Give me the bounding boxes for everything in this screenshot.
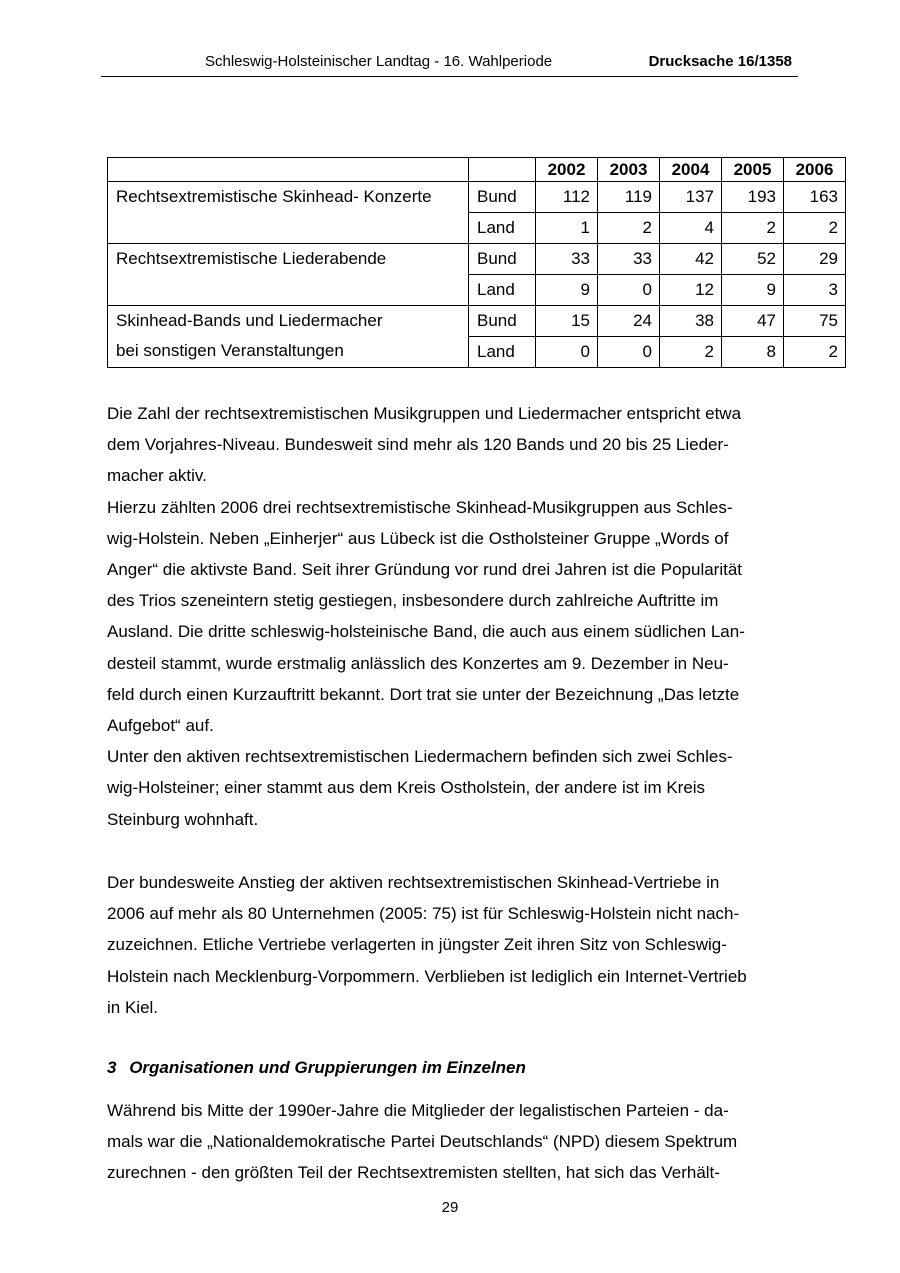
value-cell: 2 (784, 213, 846, 244)
text-line: Aufgebot“ auf. (107, 716, 214, 736)
year-header: 2005 (722, 158, 784, 182)
value-cell: 29 (784, 244, 846, 275)
scope-label: Land (469, 213, 536, 244)
table-row (108, 306, 846, 337)
value-cell: 8 (722, 337, 784, 368)
text-line: des Trios szeneintern stetig gestiegen, insbesondere durch zahlreiche Auftritte im (107, 591, 719, 611)
year-header: 2004 (660, 158, 722, 182)
category-cell (108, 244, 469, 306)
header-empty-cell (469, 158, 536, 182)
value-cell: 3 (784, 275, 846, 306)
text-line: 2006 auf mehr als 80 Unternehmen (2005: 75) ist für Schleswig-Holstein nicht nach- (107, 904, 740, 924)
scope-label: Bund (469, 182, 536, 213)
text-line: dem Vorjahres-Niveau. Bundesweit sind mehr als 120 Bands und 20 bis 25 Lieder- (107, 435, 729, 455)
value-cell: 24 (598, 306, 660, 337)
scope-label: Bund (469, 306, 536, 337)
value-cell: 15 (536, 306, 598, 337)
page-number: 29 (441, 1199, 459, 1216)
value-cell: 163 (784, 182, 846, 213)
document-number: Drucksache 16/1358 (648, 53, 792, 70)
year-header: 2003 (598, 158, 660, 182)
section-number: 3 (107, 1058, 117, 1077)
header-empty-cell (108, 158, 469, 182)
value-cell: 33 (598, 244, 660, 275)
scope-label: Bund (469, 244, 536, 275)
category-label: Skinhead-Bands und Liedermacher (116, 311, 383, 330)
category-cell (108, 306, 469, 368)
value-cell: 42 (660, 244, 722, 275)
category-label: Rechtsextremistische Liederabende (116, 249, 387, 268)
text-line: zuzeichnen. Etliche Vertriebe verlagerten in jüngster Zeit ihren Sitz von Schleswig- (107, 935, 727, 955)
value-cell: 0 (598, 275, 660, 306)
category-label: bei sonstigen Veranstaltungen (116, 341, 344, 360)
value-cell: 112 (536, 182, 598, 213)
paragraph (107, 492, 807, 742)
year-header: 2006 (784, 158, 846, 182)
paragraph-block (107, 1095, 807, 1189)
text-line: Der bundesweite Anstieg der aktiven rechtsextremistischen Skinhead-Vertriebe in (107, 873, 720, 892)
value-cell: 0 (536, 337, 598, 368)
header-title: Schleswig-Holsteinischer Landtag - 16. Wahlperiode (205, 53, 553, 70)
text-line: Hierzu zählten 2006 drei rechtsextremistische Skinhead-Musikgruppen aus Schles- (107, 497, 733, 517)
paragraph (107, 1095, 807, 1189)
text-line: macher aktiv. (107, 466, 207, 486)
value-cell: 75 (784, 306, 846, 337)
text-line: mals war die „Nationaldemokratische Partei Deutschlands“ (NPD) diesem Spektrum (107, 1132, 738, 1152)
value-cell: 193 (722, 182, 784, 213)
table-header-row (108, 158, 846, 182)
section-title: Organisationen und Gruppierungen im Einzelnen (129, 1058, 526, 1077)
text-line: Während bis Mitte der 1990er-Jahre die Mitglieder der legalistischen Parteien - da- (107, 1101, 729, 1120)
value-cell: 12 (660, 275, 722, 306)
page-header (101, 52, 798, 77)
paragraph (107, 867, 807, 1023)
scope-label: Land (469, 337, 536, 368)
text-line: in Kiel. (107, 997, 159, 1017)
category-label: Rechtsextremistische Skinhead- Konzerte (116, 187, 432, 206)
text-line: zurechnen - den größten Teil der Rechtsextremisten stellten, hat sich das Verhält- (107, 1163, 720, 1183)
value-cell: 0 (598, 337, 660, 368)
value-cell: 2 (784, 337, 846, 368)
text-line: Die Zahl der rechtsextremistischen Musikgruppen und Liedermacher entspricht etwa (107, 404, 742, 423)
value-cell: 2 (722, 213, 784, 244)
paragraph (107, 741, 807, 835)
value-cell: 9 (722, 275, 784, 306)
value-cell: 1 (536, 213, 598, 244)
paragraph (107, 398, 807, 492)
year-header: 2002 (536, 158, 598, 182)
text-line: wig-Holstein. Neben „Einherjer“ aus Lübeck ist die Ostholsteiner Gruppe „Words of (107, 528, 729, 548)
value-cell: 38 (660, 306, 722, 337)
section-heading (107, 1058, 526, 1078)
statistics-table (107, 157, 846, 368)
value-cell: 52 (722, 244, 784, 275)
table-row (108, 182, 846, 213)
text-line: Anger“ die aktivste Band. Seit ihrer Gründung vor rund drei Jahren ist die Popularität (107, 560, 743, 580)
text-line: wig-Holsteiner; einer stammt aus dem Kreis Ostholstein, der andere ist im Kreis (107, 778, 706, 798)
value-cell: 47 (722, 306, 784, 337)
value-cell: 9 (536, 275, 598, 306)
value-cell: 119 (598, 182, 660, 213)
value-cell: 4 (660, 213, 722, 244)
value-cell: 137 (660, 182, 722, 213)
text-line: Ausland. Die dritte schleswig-holsteinische Band, die auch aus einem südlichen Lan- (107, 622, 745, 642)
value-cell: 33 (536, 244, 598, 275)
paragraph-block (107, 867, 807, 1023)
scope-label: Land (469, 275, 536, 306)
value-cell: 2 (598, 213, 660, 244)
table-row (108, 244, 846, 275)
paragraph-block (107, 398, 807, 835)
value-cell: 2 (660, 337, 722, 368)
category-cell (108, 182, 469, 244)
text-line: Holstein nach Mecklenburg-Vorpommern. Verblieben ist lediglich ein Internet-Vertrieb (107, 966, 747, 986)
text-line: Unter den aktiven rechtsextremistischen Liedermachern befinden sich zwei Schles- (107, 747, 733, 767)
text-line: feld durch einen Kurzauftritt bekannt. Dort trat sie unter der Bezeichnung „Das letzte (107, 684, 740, 704)
text-line: Steinburg wohnhaft. (107, 809, 259, 829)
text-line: desteil stammt, wurde erstmalig anlässlich des Konzertes am 9. Dezember in Neu- (107, 653, 729, 673)
